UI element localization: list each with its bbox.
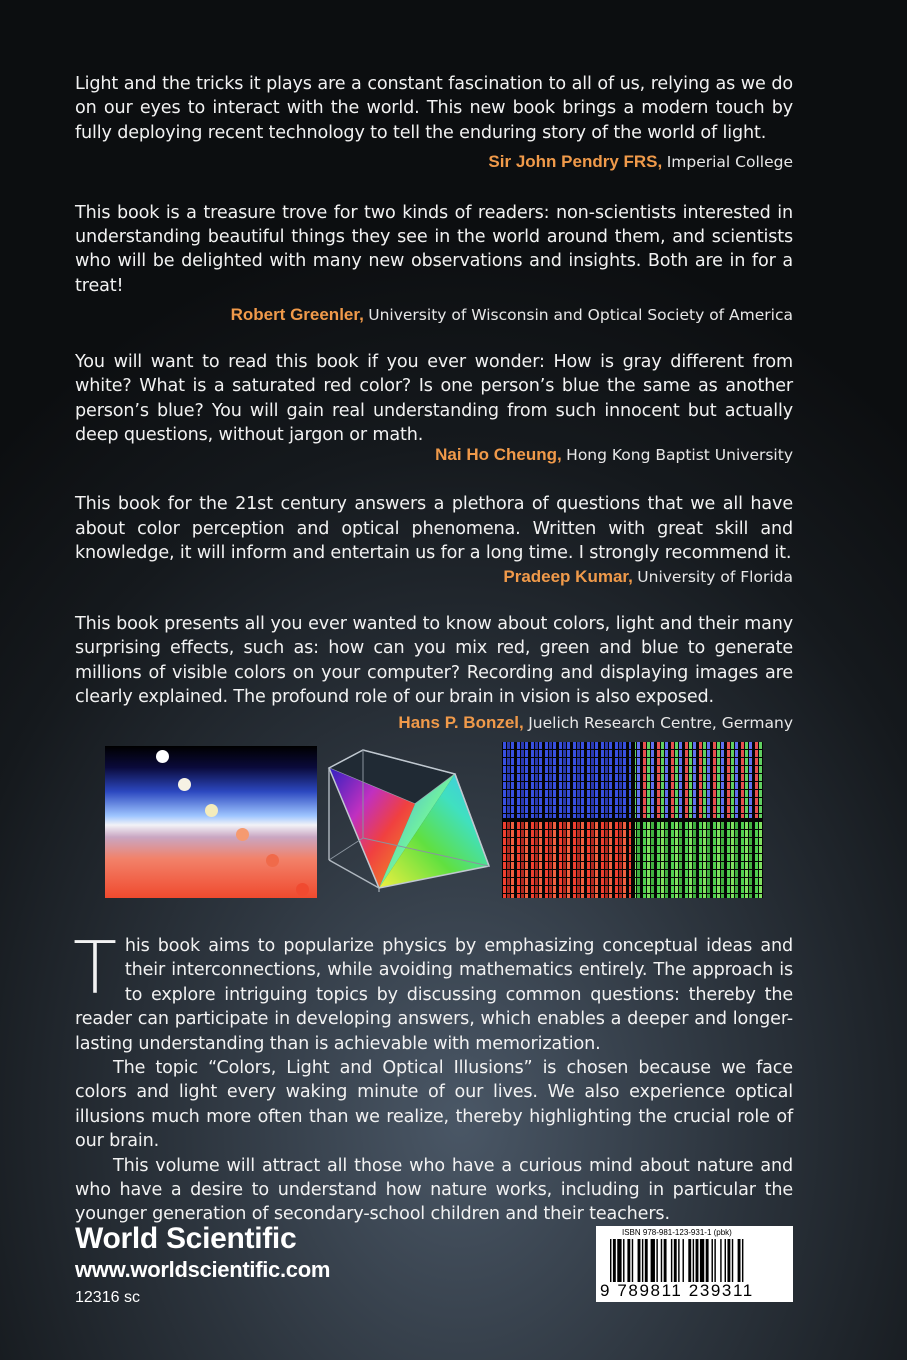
description-paragraph-3: This volume will attract all those who have a curious mind about nature and who have a desire to understand how nature works, including in particular the younger generation of secondary-school children and their teachers. xyxy=(75,1155,793,1225)
barcode-bar xyxy=(627,1239,630,1287)
reviewer-name: Robert Greenler xyxy=(230,305,360,325)
barcode-bar xyxy=(700,1239,704,1287)
book-description xyxy=(73,926,793,1227)
reviewer-name: Hans P. Bonzel xyxy=(398,713,520,733)
barcode-bar xyxy=(632,1239,633,1287)
review-3 xyxy=(75,350,793,468)
reviewer-affiliation: University of Wisconsin and Optical Society of America xyxy=(368,306,793,325)
review-quote: This book is a treasure trove for two kinds of readers: non-scientists interested in understanding beautiful things they see in the world around them, and scientists who will be delighted with many new observations and insights. Both are in for a treat! xyxy=(75,202,793,296)
description-paragraph-1: his book aims to popularize physics by emphasizing conceptual ideas and their interconnections, while avoiding mathematics entirely. The approach is to explore intriguing topics by discussing common questions: thereby the reader can participate in developing answers, which enables a deeper and longer-lasting understanding than is achievable with memorization. xyxy=(75,936,793,1054)
review-attribution xyxy=(75,150,793,175)
barcode-bar xyxy=(742,1239,743,1287)
reviewer-name: Sir John Pendry FRS xyxy=(488,151,658,171)
barcode-bar xyxy=(642,1239,643,1287)
barcode-bar xyxy=(613,1239,616,1287)
reviewer-affiliation: Imperial College xyxy=(666,152,793,171)
barcode-bar xyxy=(610,1239,611,1287)
description-paragraph-2: The topic “Colors, Light and Optical Illusions” is chosen because we face colors and light every waking minute of our lives. We also experience optical illusions much more often than we realize, thereby highlighting the crucial role of our brain. xyxy=(75,1058,793,1152)
review-1 xyxy=(75,72,793,175)
attribution-comma: , xyxy=(628,567,633,587)
drop-cap: T xyxy=(73,926,117,1010)
review-quote: Light and the tricks it plays are a constant fascination to all of us, relying as we do on our eyes to interact with the world. This new book brings a modern touch by fully deploying recent technology to tell the enduring story of the world of light. xyxy=(75,74,793,143)
dot xyxy=(296,883,309,896)
attribution-comma: , xyxy=(519,713,524,733)
barcode-bar xyxy=(617,1239,621,1287)
barcode-bar xyxy=(656,1239,657,1287)
reviewer-affiliation: Juelich Research Centre, Germany xyxy=(528,714,793,733)
review-attribution xyxy=(75,303,793,328)
dot xyxy=(236,828,249,841)
barcode-bar xyxy=(720,1239,721,1287)
dot xyxy=(178,778,191,791)
barcode-bar xyxy=(674,1239,677,1287)
barcode-bar xyxy=(706,1239,709,1287)
reviews-section xyxy=(75,72,793,736)
dot xyxy=(205,804,218,817)
barcode-bar xyxy=(688,1239,691,1287)
reviewer-affiliation: Hong Kong Baptist University xyxy=(566,446,793,465)
dot xyxy=(156,750,169,763)
barcode-digits: 9 789811 239311 xyxy=(600,1281,754,1300)
barcode-bar xyxy=(714,1239,715,1287)
barcode-bar xyxy=(693,1239,694,1287)
rgb-color-cube-image xyxy=(323,742,495,902)
review-attribution xyxy=(75,711,793,736)
barcode-bar xyxy=(727,1239,730,1287)
pixel-display-closeup-image xyxy=(502,742,763,898)
review-4 xyxy=(75,492,793,590)
catalog-code: 12316 sc xyxy=(75,1289,140,1306)
review-attribution xyxy=(75,565,793,590)
barcode-bar xyxy=(732,1239,733,1287)
attribution-comma: , xyxy=(556,445,562,465)
review-2 xyxy=(75,201,793,328)
publisher-url: www.worldscientific.com xyxy=(75,1257,331,1282)
review-5 xyxy=(75,612,793,736)
barcode-bar xyxy=(661,1239,662,1287)
dot xyxy=(266,854,279,867)
attribution-comma: , xyxy=(657,151,663,171)
barcode-bar xyxy=(623,1239,624,1287)
isbn-label: ISBN 978-981-123-931-1 (pbk) xyxy=(622,1228,732,1237)
reviewer-affiliation: University of Florida xyxy=(637,568,793,587)
barcode-bar xyxy=(651,1239,655,1287)
barcode-bar xyxy=(712,1239,713,1287)
attribution-comma: , xyxy=(359,305,364,325)
review-quote: This book presents all you ever wanted to know about colors, light and their many surprising effects, such as: how can you mix red, green and blue to generate millions of visible colors on your computer? Recording and displaying images are clearly explained. The profound role of our brain in vision is also exposed. xyxy=(75,614,793,708)
barcode-bar xyxy=(725,1239,726,1287)
barcode-bars xyxy=(610,1239,785,1287)
publisher-block xyxy=(75,1222,330,1310)
color-gradient-dots-image xyxy=(105,746,317,898)
illustration-strip xyxy=(105,742,763,900)
barcode-bar xyxy=(738,1239,741,1287)
barcode-bar xyxy=(664,1239,667,1287)
barcode-bar xyxy=(696,1239,699,1287)
isbn-barcode xyxy=(596,1226,793,1302)
reviewer-name: Pradeep Kumar xyxy=(503,567,629,587)
barcode-bar xyxy=(678,1239,679,1287)
review-quote: You will want to read this book if you ever wonder: How is gray different from white? What is a saturated red color? Is one person’s blue the same as another person’s blue? You will gain real understanding from such innocent but actually deep questions, without jargon or math. xyxy=(75,352,793,445)
barcode-bar xyxy=(638,1239,641,1287)
barcode-bar xyxy=(683,1239,684,1287)
barcode-bar xyxy=(671,1239,672,1287)
review-quote: This book for the 21st century answers a plethora of questions that we all have about color perception and optical phenomena. Written with great skill and knowledge, it will inform and entertain us for a long time. I strongly recommend it. xyxy=(75,494,793,563)
publisher-name: World Scientific xyxy=(75,1222,297,1255)
barcode-bar xyxy=(645,1239,648,1287)
reviewer-name: Nai Ho Cheung xyxy=(435,445,557,465)
